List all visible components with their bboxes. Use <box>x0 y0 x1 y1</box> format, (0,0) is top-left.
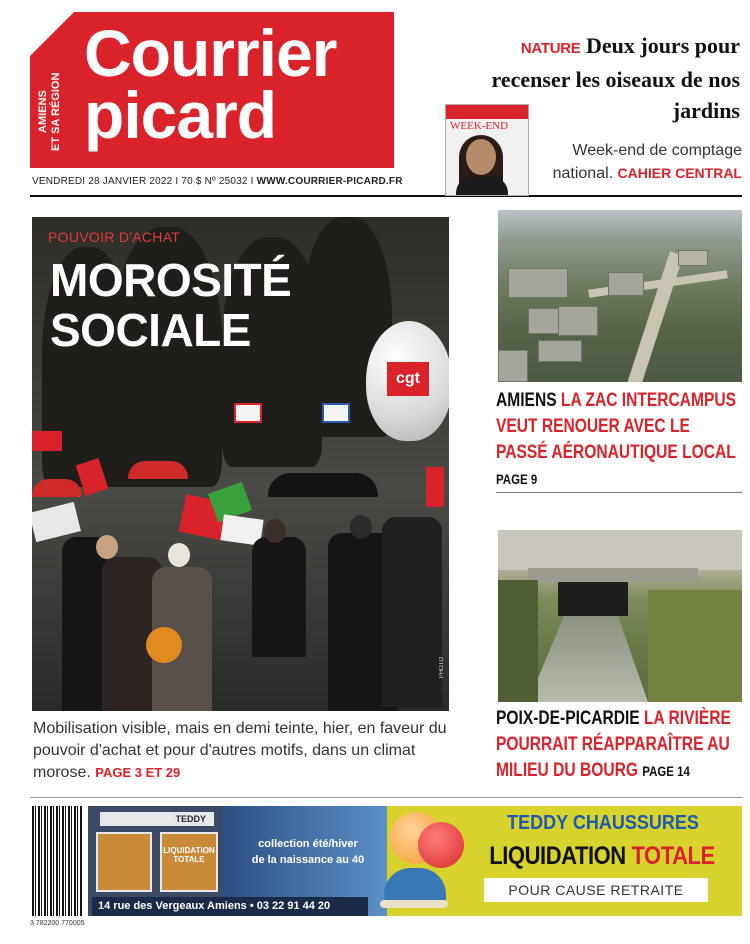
advertisement-teddy[interactable] <box>88 806 742 916</box>
ad-collection-line2: de la naissance au 40 <box>251 854 365 866</box>
photo-bank <box>648 590 742 702</box>
story-a-city: AMIENS <box>496 390 557 411</box>
photo-bank <box>498 580 538 702</box>
story-b-headline[interactable] <box>496 706 742 784</box>
ad-window-text-1: LIQUIDATION <box>163 846 215 855</box>
photo-building <box>558 306 598 336</box>
story-a-photo[interactable] <box>498 210 742 382</box>
photo-houses <box>498 530 742 570</box>
ad-liquidation-word2: TOTALE <box>631 842 715 870</box>
story-b-city: POIX-DE-PICARDIE <box>496 708 640 729</box>
ad-shoe-image <box>384 868 446 904</box>
top-teaser-sub: Week-end de comptage national. <box>552 142 742 182</box>
story-b-title: LA RIVIÈRE POURRAIT RÉAPPARAÎTRE AU MILIEU DU BOURG <box>496 708 731 781</box>
dateline-date: VENDREDI 28 JANVIER 2022 I 70 $ Nº 25032 I <box>32 176 254 187</box>
magazine-cover-face <box>466 139 496 175</box>
flag <box>426 467 444 507</box>
masthead-title-line1: Courrier <box>84 16 337 90</box>
ad-balloon-red <box>418 822 464 868</box>
umbrella <box>268 473 378 497</box>
headline-line-1: MOROSITÉ <box>50 254 292 306</box>
photo-building <box>538 340 582 362</box>
ad-window-text-2: TOTALE <box>173 855 205 864</box>
top-teaser-tag: NATURE <box>520 40 581 57</box>
protester-head <box>264 519 286 543</box>
protester <box>382 517 442 707</box>
dateline <box>32 176 403 187</box>
masthead-region-label <box>30 62 70 162</box>
story-a-headline[interactable] <box>496 388 742 492</box>
top-teaser-title: Deux jours pour recenser les oiseaux de nos jardins <box>491 33 740 123</box>
protester-head <box>350 515 372 539</box>
main-story-page-ref[interactable]: PAGE 3 ET 29 <box>95 765 181 780</box>
photo-tunnel <box>558 582 628 616</box>
umbrella <box>128 461 188 479</box>
headline-line-2: SOCIALE <box>50 304 251 356</box>
story-b-page-ref: PAGE 14 <box>642 763 690 779</box>
ad-collection-line1: collection été/hiver <box>258 838 358 850</box>
protester <box>252 537 306 657</box>
barcode-number: 3 782200 770005 <box>30 920 85 927</box>
main-story-kicker: POUVOIR D'ACHAT <box>48 229 181 245</box>
photo-building <box>608 272 644 296</box>
divider-right-column <box>496 492 742 493</box>
ad-shop-window <box>160 832 218 892</box>
region-line-1: AMIENS <box>37 90 49 134</box>
magazine-topbar <box>446 105 528 119</box>
ad-shoe-sole <box>380 900 448 908</box>
ad-shop-sign: TEDDY <box>100 812 214 826</box>
photo-bridge <box>528 568 698 582</box>
protester-head <box>168 543 190 567</box>
ad-collection <box>228 836 388 868</box>
photo-credit: PHOTO <box>439 657 445 679</box>
protester-head <box>96 535 118 559</box>
weekend-magazine-thumbnail[interactable] <box>445 104 529 196</box>
magazine-cover-body <box>456 177 508 196</box>
flag <box>234 403 262 423</box>
orange-bag <box>146 627 182 663</box>
cgt-logo: cgt <box>387 362 429 396</box>
flag <box>322 403 350 423</box>
ad-reason: POUR CAUSE RETRAITE <box>484 878 708 902</box>
dateline-url[interactable]: WWW.COURRIER-PICARD.FR <box>256 176 403 187</box>
story-a-page-ref: PAGE 9 <box>496 471 538 487</box>
photo-river <box>528 616 648 702</box>
ad-liquidation-word1: LIQUIDATION <box>489 842 626 870</box>
main-story-lead <box>33 718 453 784</box>
ad-brand: TEDDY CHAUSSURES <box>507 812 699 834</box>
ad-liquidation <box>479 842 725 871</box>
umbrella <box>32 479 82 497</box>
region-line-2: ET SA RÉGION <box>50 72 62 152</box>
barcode <box>32 806 82 916</box>
divider-top <box>30 195 742 197</box>
ad-address: 14 rue des Vergeaux Amiens • 03 22 91 44 20 <box>92 897 368 916</box>
flag <box>32 431 62 451</box>
ad-shop-window <box>96 832 152 892</box>
photo-building <box>498 350 528 382</box>
photo-road <box>627 251 684 382</box>
story-a-title: LA ZAC INTERCAMPUS VEUT RENOUER AVEC LE PASSÉ AÉRONAUTIQUE LOCAL <box>496 390 737 463</box>
photo-building <box>508 268 568 298</box>
top-teaser-subtitle <box>540 140 742 185</box>
masthead-title-line2: picard <box>84 78 277 152</box>
top-teaser-ref[interactable]: CAHIER CENTRAL <box>617 165 742 181</box>
magazine-title: WEEK-END <box>450 120 509 132</box>
main-story-headline[interactable] <box>50 255 291 355</box>
masthead-notch <box>30 12 74 56</box>
story-b-photo[interactable] <box>498 530 742 702</box>
main-story-lead-text: Mobilisation visible, mais en demi teinte, hier, en faveur du pouvoir d'achat et pour d'autres motifs, dans un climat morose. <box>33 720 447 781</box>
photo-building <box>678 250 708 266</box>
divider-bottom <box>30 797 742 798</box>
